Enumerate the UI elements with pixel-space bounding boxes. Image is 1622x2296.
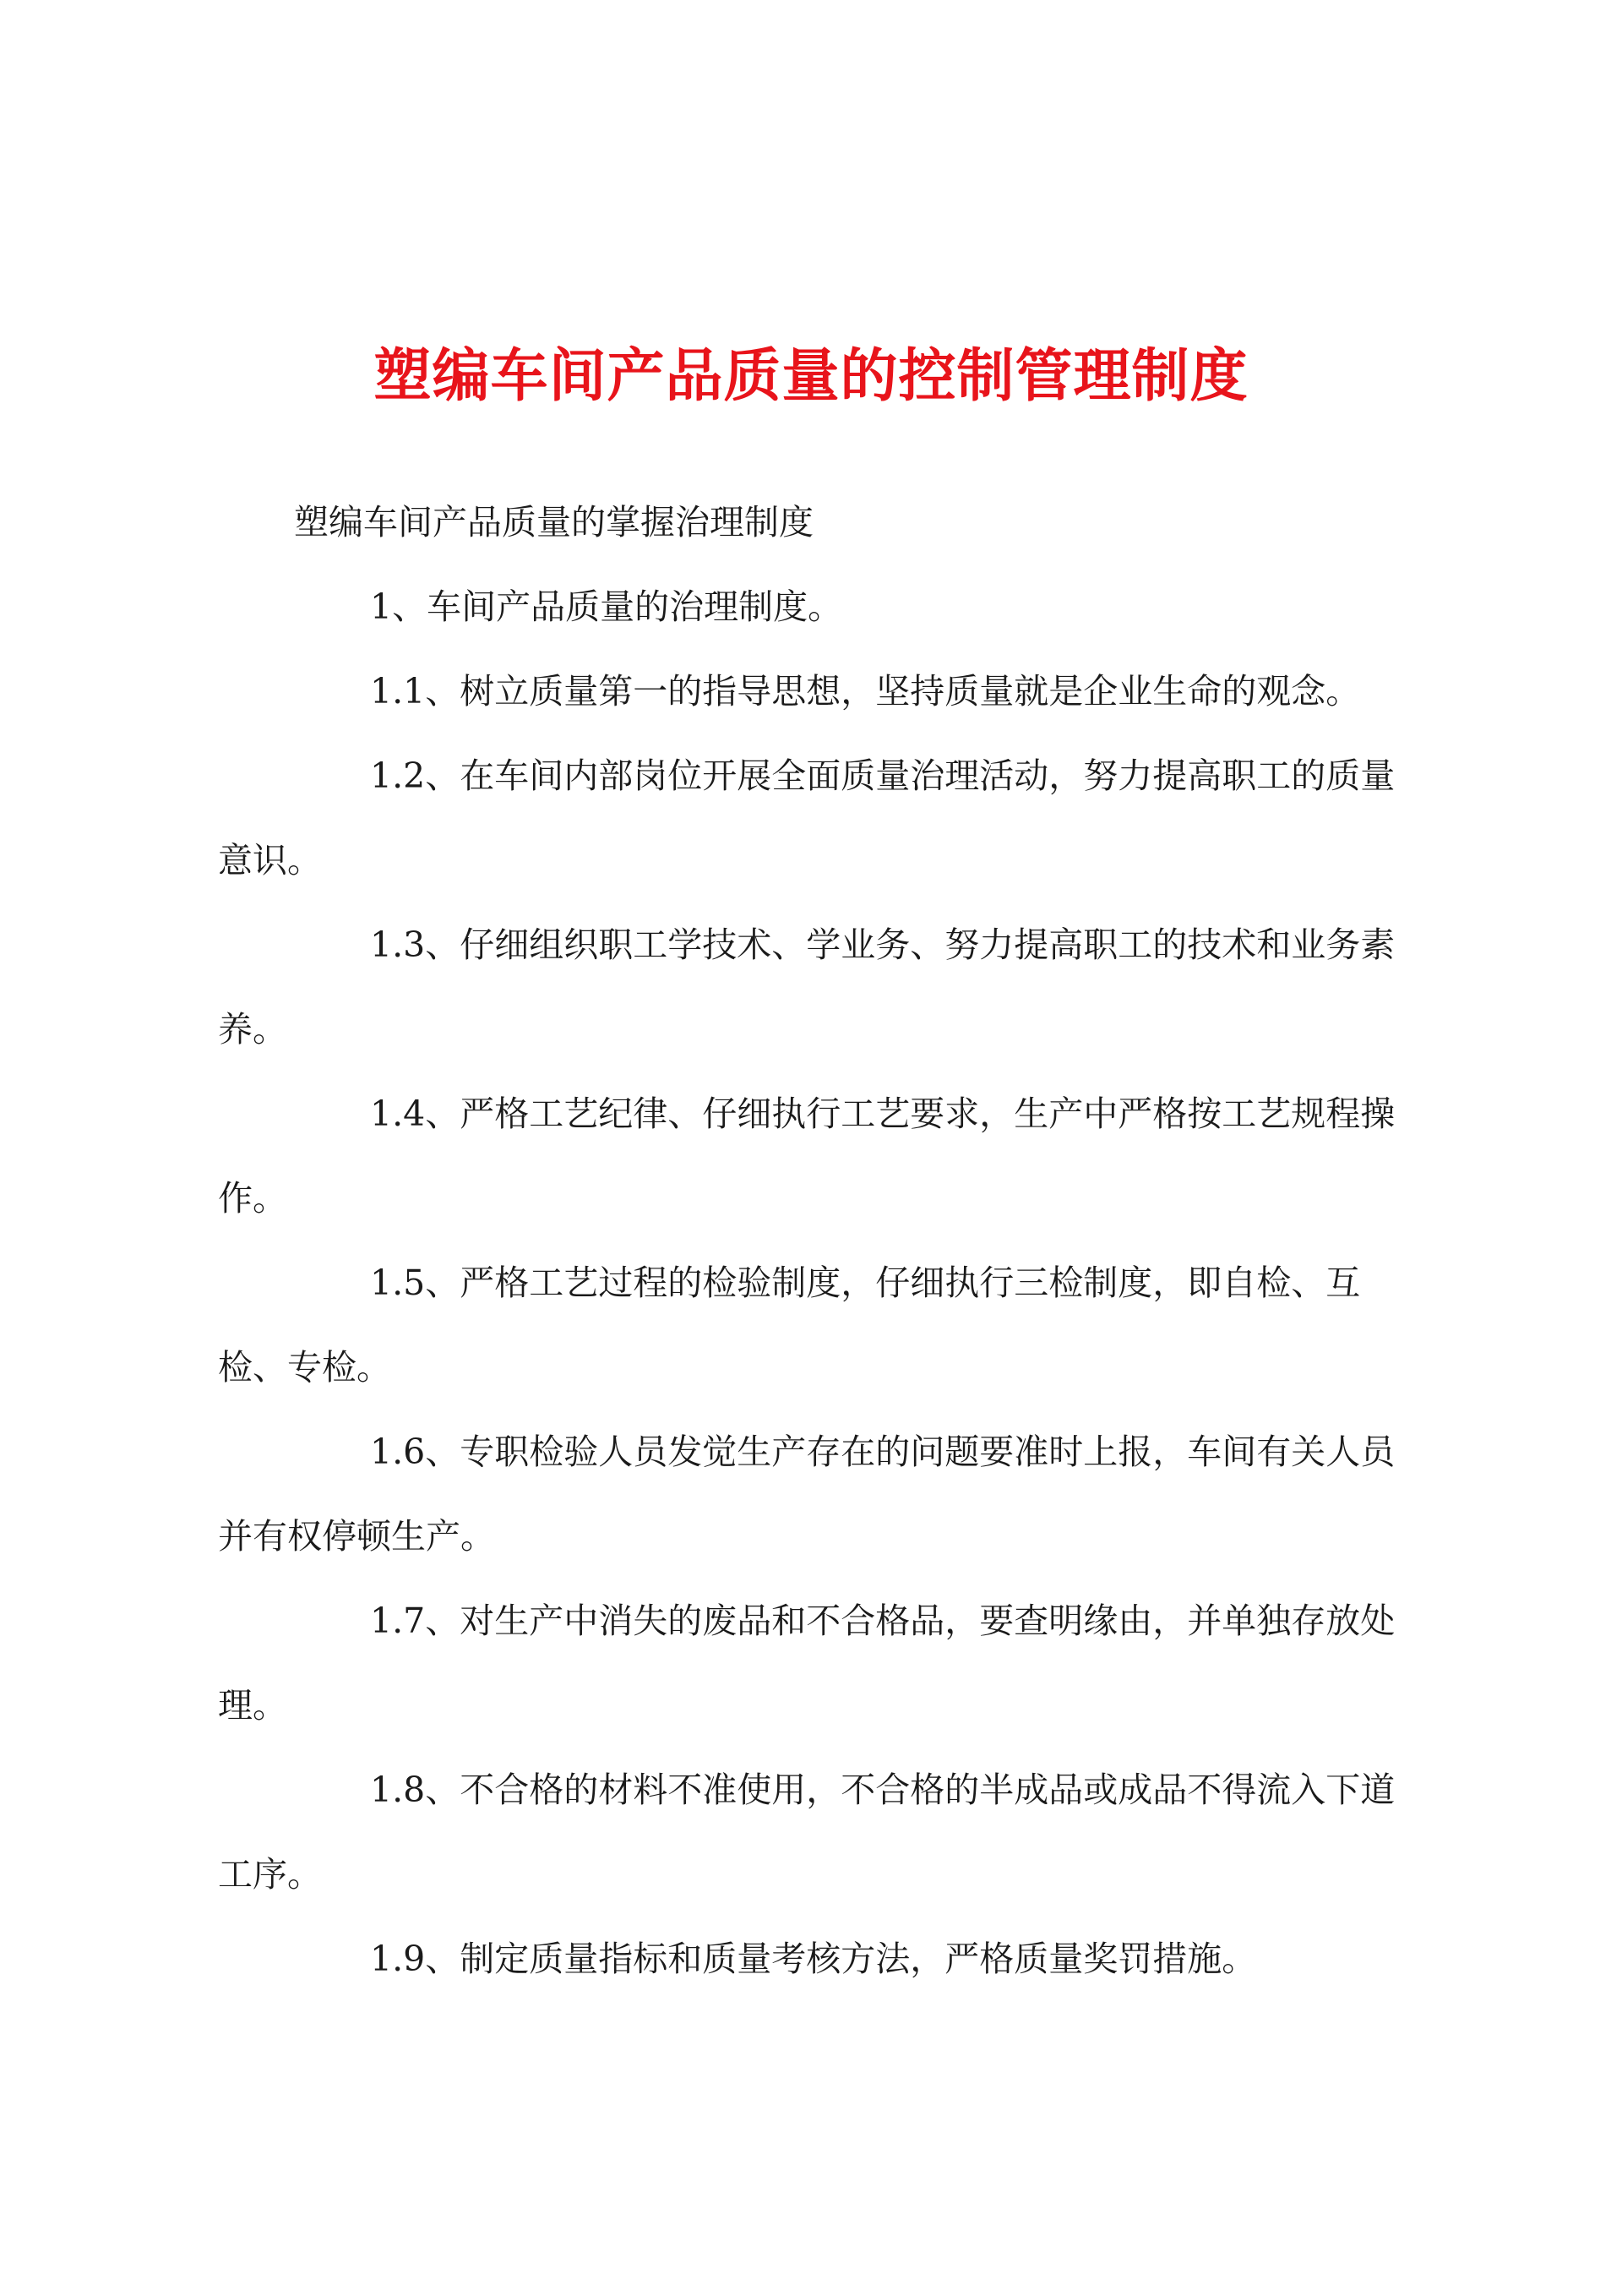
clause-1-2 (218, 734, 1418, 903)
clause-text: 不合格的材料不准使用，不合格的半成品或成品不得流入下道工序。 (218, 1770, 1396, 1895)
clause-1-5 (218, 1241, 1418, 1410)
document-title: 塑编车间产品质量的控制管理制度 (373, 342, 1249, 410)
clause-1-6 (218, 1410, 1418, 1579)
document-body (218, 480, 1418, 2001)
clause-number: 1.8、 (370, 1770, 460, 1810)
clause-text: 对生产中消失的废品和不合格品，要查明缘由，并单独存放处理。 (218, 1601, 1396, 1726)
clause-text: 树立质量第一的指导思想，坚持质量就是企业生命的观念。 (460, 671, 1361, 712)
clause-text: 严格工艺过程的检验制度，仔细执行三检制度，即自检、互检、专检。 (218, 1263, 1361, 1388)
clause-1-8 (218, 1748, 1418, 1917)
clause-text: 仔细组织职工学技术、学业务、努力提高职工的技术和业务素养。 (218, 924, 1396, 1050)
clause-1-4 (218, 1072, 1418, 1241)
document-subtitle: 塑编车间产品质量的掌握治理制度 (294, 502, 814, 543)
clause-text: 制定质量指标和质量考核方法，严格质量奖罚措施。 (460, 1939, 1257, 1979)
clause-number: 1.5、 (370, 1263, 460, 1303)
clause-1-7 (218, 1579, 1418, 1748)
clause-number: 1.4、 (370, 1093, 460, 1134)
clause-number: 1.6、 (370, 1432, 460, 1472)
clause-number: 1.2、 (370, 755, 460, 796)
clause-number: 1.9、 (370, 1939, 460, 1979)
clause-number: 1、 (370, 586, 427, 627)
clause-1-3 (218, 903, 1418, 1072)
clause-1-1 (218, 649, 1418, 734)
clause-number: 1.3、 (370, 924, 460, 965)
clause-text: 在车间内部岗位开展全面质量治理活动，努力提高职工的质量意识。 (218, 755, 1396, 881)
clause-number: 1.7、 (370, 1601, 460, 1641)
clause-1 (218, 564, 1418, 649)
clause-text: 车间产品质量的治理制度。 (427, 586, 843, 627)
clause-text: 专职检验人员发觉生产存在的问题要准时上报，车间有关人员并有权停顿生产。 (218, 1432, 1396, 1557)
clause-1-9 (218, 1917, 1418, 2001)
clause-number: 1.1、 (370, 671, 460, 712)
clause-text: 严格工艺纪律、仔细执行工艺要求，生产中严格按工艺规程操作。 (218, 1093, 1396, 1219)
